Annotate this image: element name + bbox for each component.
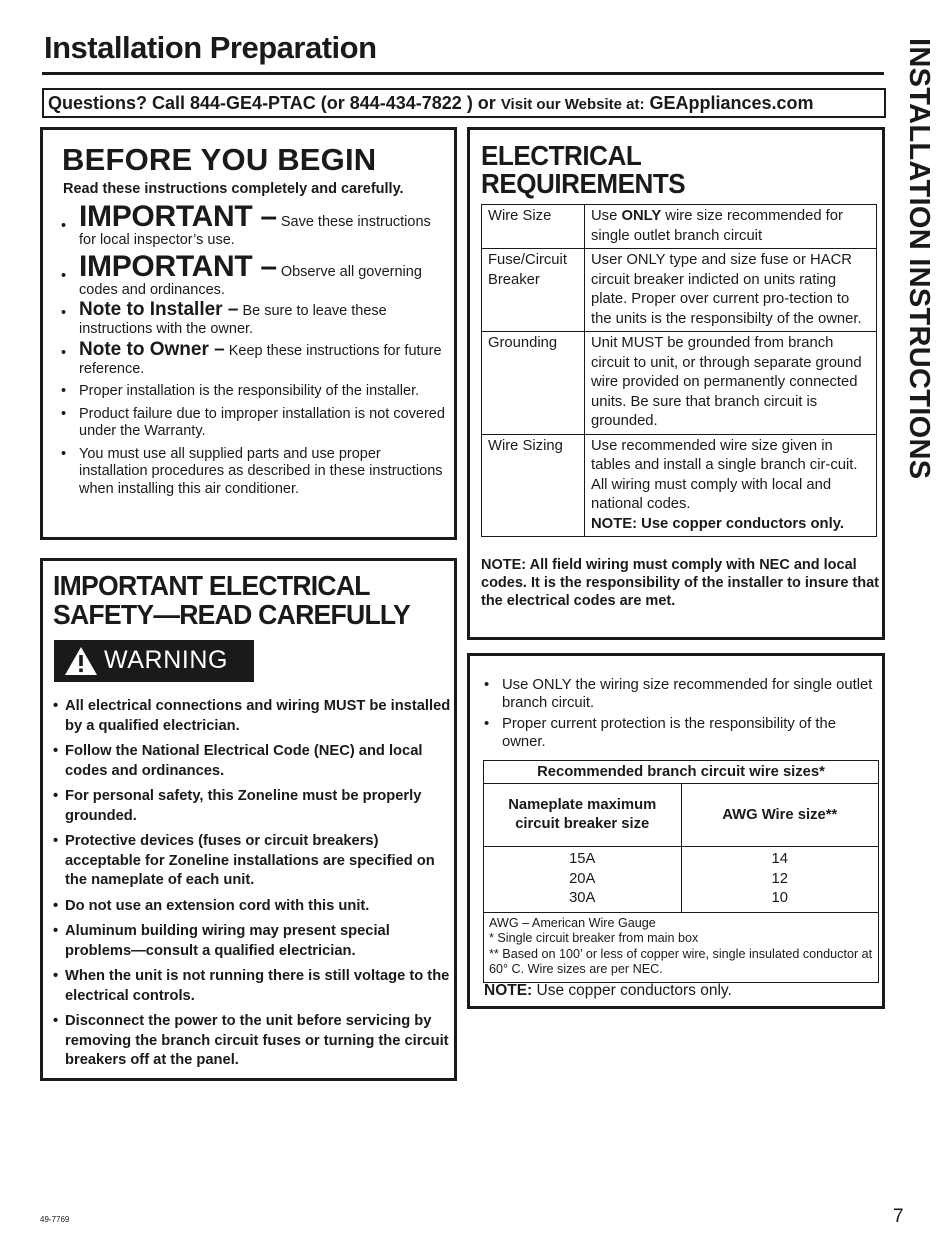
value-text: Unit MUST be grounded from branch circuit to unit, or through separate ground wire provided on permanently connected units. Be sure that branch circuit is grounded. <box>591 335 862 429</box>
bullet-icon: • <box>53 923 59 939</box>
item-text: Proper current protection is the responsibility of the owner. <box>502 716 836 750</box>
bullet-icon: • <box>53 743 59 759</box>
item-text: Save these instructions for local inspector’s use. <box>79 214 431 248</box>
website-link[interactable]: GEAppliances.com <box>649 93 814 113</box>
table-row <box>482 434 877 537</box>
awg-size-cell <box>681 847 879 913</box>
bullet-icon: • <box>61 383 67 399</box>
side-section-label <box>895 38 935 518</box>
list-item <box>51 742 451 781</box>
bullet-icon: • <box>61 445 67 462</box>
list-item <box>59 406 449 441</box>
list-item <box>51 832 451 891</box>
value-strong: ONLY <box>621 208 662 224</box>
bullet-icon: • <box>61 405 67 422</box>
list-item <box>51 922 451 961</box>
item-text: Be sure to leave these instructions with the owner. <box>79 303 387 337</box>
value-text: Use <box>591 208 622 224</box>
item-text: When the unit is not running there is still voltage to the electrical controls. <box>65 968 450 1004</box>
electrical-safety-box <box>40 558 457 1081</box>
safety-heading: IMPORTANT ELECTRICAL SAFETY—READ CAREFULLY <box>53 570 410 630</box>
cell-value: 10 <box>771 890 788 906</box>
value-strong: NOTE: Use copper conductors only. <box>591 515 844 532</box>
wire-note <box>484 982 732 1000</box>
side-label-text: INSTALLATION INSTRUCTIONS <box>903 38 935 480</box>
table-caption: Recommended branch circuit wire sizes* <box>484 761 879 784</box>
requirements-table <box>481 204 877 537</box>
wire-list <box>482 677 877 755</box>
website-lead-text: Visit our Website at: <box>500 96 645 113</box>
table-row <box>484 847 879 913</box>
cell-value: 14 <box>771 851 788 867</box>
item-text: For personal safety, this Zoneline must be properly grounded. <box>65 788 422 824</box>
item-text: Protective devices (fuses or circuit breakers) acceptable for Zoneline installations are specified on the nameplate of each unit. <box>65 833 435 888</box>
column-header: AWG Wire size** <box>681 784 879 847</box>
row-value <box>585 434 877 537</box>
list-item <box>51 1012 451 1071</box>
value-text: User ONLY type and size fuse or HACR circuit breaker indicted on units rating plate. Proper over current pro-tection to the units is the responsibilty of the owner. <box>591 252 862 327</box>
cell-value: 15A <box>569 851 596 867</box>
heading-line: REQUIREMENTS <box>481 168 686 199</box>
wire-size-table <box>483 760 879 983</box>
item-text: Observe all governing codes and ordinances. <box>79 263 422 298</box>
footnote: ** Based on 100’ or less of copper wire, single insulated conductor at 60° C. Wire sizes are per NEC. <box>489 946 873 976</box>
item-text: Product failure due to improper installation is not covered under the Warranty. <box>79 405 445 439</box>
item-lead: Note to Owner – <box>79 339 225 360</box>
note-lead: NOTE: <box>484 982 533 999</box>
heading-line: ELECTRICAL <box>481 140 642 171</box>
list-item <box>51 967 451 1006</box>
list-item <box>59 341 449 378</box>
item-text: Aluminum building wiring may present special problems—consult a qualified electrician. <box>65 923 390 959</box>
safety-list <box>51 697 451 1077</box>
item-lead: Note to Installer – <box>79 299 239 320</box>
table-row <box>482 249 877 332</box>
bullet-icon: • <box>61 218 67 234</box>
before-you-begin-list <box>59 202 449 498</box>
list-item <box>51 787 451 826</box>
item-text: Follow the National Electrical Code (NEC) and local codes and ordinances. <box>65 743 423 779</box>
warning-badge <box>54 640 254 682</box>
list-item <box>482 677 877 712</box>
list-item <box>51 897 451 917</box>
row-key: Fuse/Circuit Breaker <box>482 249 585 332</box>
bullet-icon: • <box>53 698 59 714</box>
bullet-icon: • <box>53 833 59 849</box>
table-header-row <box>484 784 879 847</box>
electrical-requirements-box <box>467 127 885 640</box>
electrical-heading <box>481 142 685 198</box>
table-footnotes <box>484 912 879 982</box>
item-text: Keep these instructions for future reference. <box>79 343 442 377</box>
warning-label: WARNING <box>104 646 229 674</box>
before-you-begin-box <box>40 127 457 540</box>
row-key: Wire Sizing <box>482 434 585 537</box>
list-item <box>59 301 449 338</box>
bullet-icon: • <box>484 716 490 732</box>
bullet-icon: • <box>61 345 67 361</box>
list-item <box>59 446 449 499</box>
item-lead: IMPORTANT – <box>79 249 277 283</box>
note-text: Use copper conductors only. <box>532 982 732 999</box>
row-value <box>585 205 877 249</box>
breaker-size-cell <box>484 847 682 913</box>
contact-bar <box>42 88 886 118</box>
warning-triangle-icon <box>64 646 98 676</box>
footnote: AWG – American Wire Gauge <box>489 915 656 930</box>
table-row <box>482 332 877 435</box>
item-text: Proper installation is the responsibility of the installer. <box>79 383 420 399</box>
row-key: Grounding <box>482 332 585 435</box>
bullet-icon: • <box>53 788 59 804</box>
list-item <box>59 202 449 250</box>
before-you-begin-intro: Read these instructions completely and carefully. <box>63 181 404 197</box>
wire-size-box <box>467 653 885 1009</box>
list-item <box>59 383 449 401</box>
item-text: You must use all supplied parts and use proper installation procedures as described in these instructions when installing this air conditioner. <box>79 445 443 497</box>
item-text: Do not use an extension cord with this unit. <box>65 897 370 914</box>
page-title: Installation Preparation <box>44 30 377 65</box>
bullet-icon: • <box>53 897 59 914</box>
page-number: 7 <box>893 1206 904 1227</box>
item-text: Disconnect the power to the unit before servicing by removing the branch circuit fuses or turning the circuit breakers off at the panel. <box>65 1013 449 1068</box>
row-value <box>585 332 877 435</box>
value-text: wire size recommended for single outlet branch circuit <box>591 208 843 244</box>
column-header: Nameplate maximum circuit breaker size <box>484 784 682 847</box>
questions-text: Questions? Call 844-GE4-PTAC (or 844-434-7822 ) or <box>48 93 496 113</box>
bullet-icon: • <box>61 267 67 284</box>
cell-value: 30A <box>569 890 596 906</box>
document-code: 49-7769 <box>40 1215 70 1224</box>
footnote: * Single circuit breaker from main box <box>489 931 699 945</box>
item-lead: IMPORTANT – <box>79 200 277 233</box>
before-you-begin-heading: BEFORE YOU BEGIN <box>62 142 377 177</box>
electrical-note: NOTE: All field wiring must comply with NEC and local codes. It is the responsibility of the installer to insure that the electrical codes are met. <box>481 557 880 609</box>
table-row <box>484 761 879 784</box>
bullet-icon: • <box>61 305 67 321</box>
table-row <box>484 912 879 982</box>
row-key: Wire Size <box>482 205 585 249</box>
item-text: Use ONLY the wiring size recommended for single outlet branch circuit. <box>502 677 873 711</box>
title-divider <box>42 72 884 75</box>
bullet-icon: • <box>484 677 490 693</box>
value-text: Use recommended wire size given in tables and install a single branch cir-cuit. All wiring must comply with local and national codes. <box>591 437 858 512</box>
item-text: All electrical connections and wiring MUST be installed by a qualified electrician. <box>65 698 451 734</box>
list-item <box>51 697 451 736</box>
bullet-icon: • <box>53 968 59 984</box>
cell-value: 12 <box>771 870 788 887</box>
bullet-icon: • <box>53 1013 59 1029</box>
list-item <box>59 249 449 300</box>
cell-value: 20A <box>569 870 596 887</box>
list-item <box>482 716 877 751</box>
row-value <box>585 249 877 332</box>
table-row <box>482 205 877 249</box>
